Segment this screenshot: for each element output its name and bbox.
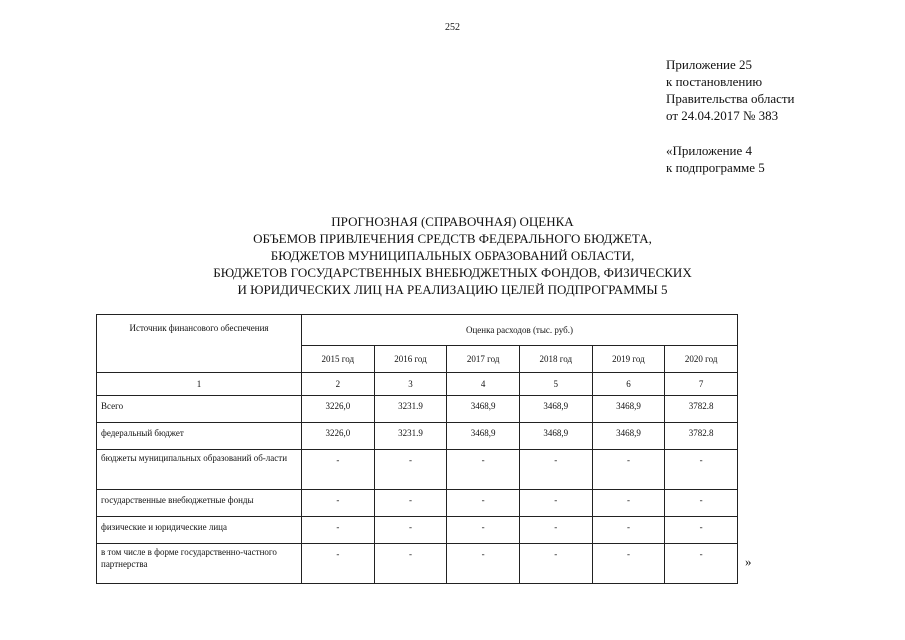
appendix-line: к постановлению	[666, 74, 763, 89]
value-cell: -	[665, 450, 738, 490]
value-cell: -	[592, 450, 665, 490]
value-cell: -	[665, 544, 738, 584]
value-cell: 3468,9	[447, 396, 520, 423]
year-header: 2020 год	[665, 346, 738, 373]
value-cell: -	[374, 517, 447, 544]
appendix-line: от 24.04.2017 № 383	[666, 108, 779, 123]
value-cell: 3468,9	[519, 396, 592, 423]
value-cell: -	[519, 517, 592, 544]
value-cell: -	[302, 544, 375, 584]
title-line: БЮДЖЕТОВ ГОСУДАРСТВЕННЫХ ВНЕБЮДЖЕТНЫХ ФОНДОВ, ФИЗИЧЕСКИХ	[213, 265, 692, 280]
column-number: 2	[302, 373, 375, 396]
year-header: 2015 год	[302, 346, 375, 373]
value-cell: -	[447, 517, 520, 544]
value-cell: -	[302, 490, 375, 517]
source-cell: физические и юридические лица	[97, 517, 302, 544]
document-title	[0, 213, 905, 298]
funding-table	[96, 314, 738, 584]
appendix-line: Приложение 25	[666, 57, 753, 72]
value-cell: -	[374, 544, 447, 584]
value-cell: -	[519, 450, 592, 490]
value-cell: -	[665, 517, 738, 544]
source-cell: в том числе в форме государственно-частного партнерства	[97, 544, 302, 584]
appendix-reference	[666, 56, 795, 176]
value-cell: 3468,9	[447, 423, 520, 450]
source-header: Источник финансового обеспечения	[97, 315, 302, 373]
value-cell: -	[447, 544, 520, 584]
year-header: 2019 год	[592, 346, 665, 373]
closing-quote: »	[745, 554, 752, 569]
title-line: БЮДЖЕТОВ МУНИЦИПАЛЬНЫХ ОБРАЗОВАНИЙ ОБЛАСТИ,	[270, 248, 635, 263]
value-cell: -	[302, 517, 375, 544]
table-row	[97, 544, 738, 584]
column-number: 4	[447, 373, 520, 396]
value-cell: -	[665, 490, 738, 517]
source-cell: бюджеты муниципальных образований об-ласти	[97, 450, 302, 490]
page-number: 252	[445, 22, 460, 33]
column-number: 7	[665, 373, 738, 396]
value-cell: -	[302, 450, 375, 490]
table-row	[97, 517, 738, 544]
table-row	[97, 423, 738, 450]
value-cell: -	[592, 517, 665, 544]
title-line: И ЮРИДИЧЕСКИХ ЛИЦ НА РЕАЛИЗАЦИЮ ЦЕЛЕЙ ПОДПРОГРАММЫ 5	[237, 282, 668, 297]
table-row	[97, 396, 738, 423]
value-cell: 3226,0	[302, 396, 375, 423]
title-line: ОБЪЕМОВ ПРИВЛЕЧЕНИЯ СРЕДСТВ ФЕДЕРАЛЬНОГО БЮДЖЕТА,	[253, 231, 652, 246]
source-cell: федеральный бюджет	[97, 423, 302, 450]
appendix-sub-line: «Приложение 4	[666, 143, 753, 158]
value-cell: -	[592, 544, 665, 584]
table-row	[97, 490, 738, 517]
value-cell: -	[374, 450, 447, 490]
column-number: 3	[374, 373, 447, 396]
column-number: 5	[519, 373, 592, 396]
title-line: ПРОГНОЗНАЯ (СПРАВОЧНАЯ) ОЦЕНКА	[331, 214, 574, 229]
value-cell: 3782.8	[665, 396, 738, 423]
value-cell: 3468,9	[592, 423, 665, 450]
value-cell: 3226,0	[302, 423, 375, 450]
appendix-sub-line: к подпрограмме 5	[666, 160, 765, 175]
column-number: 6	[592, 373, 665, 396]
value-cell: 3231.9	[374, 396, 447, 423]
year-header: 2018 год	[519, 346, 592, 373]
value-cell: -	[447, 490, 520, 517]
estimate-header: Оценка расходов (тыс. руб.)	[302, 315, 738, 346]
value-cell: -	[519, 544, 592, 584]
value-cell: -	[374, 490, 447, 517]
value-cell: 3468,9	[592, 396, 665, 423]
value-cell: 3231.9	[374, 423, 447, 450]
year-header: 2016 год	[374, 346, 447, 373]
value-cell: -	[447, 450, 520, 490]
year-header: 2017 год	[447, 346, 520, 373]
value-cell: -	[519, 490, 592, 517]
column-number: 1	[97, 373, 302, 396]
appendix-line: Правительства области	[666, 91, 795, 106]
source-cell: Всего	[97, 396, 302, 423]
source-cell: государственные внебюджетные фонды	[97, 490, 302, 517]
value-cell: -	[592, 490, 665, 517]
value-cell: 3468,9	[519, 423, 592, 450]
table-row	[97, 450, 738, 490]
value-cell: 3782.8	[665, 423, 738, 450]
